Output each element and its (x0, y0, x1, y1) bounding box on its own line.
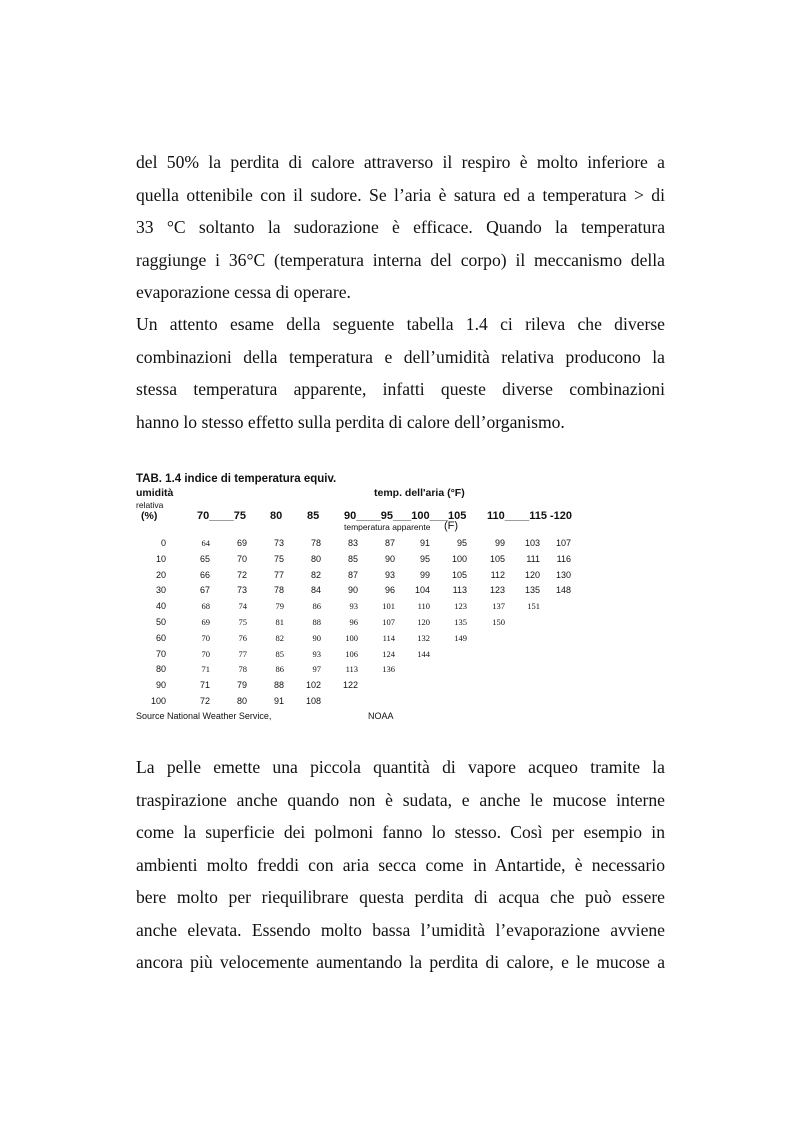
table-cell: 80 (310, 553, 321, 564)
humidity-cell: 10 (155, 553, 166, 564)
table-cell: 113 (345, 664, 358, 675)
table-cell: 102 (305, 680, 321, 691)
text-line: raggiunge i 36°C (temperatura interna del corpo) il meccanismo della (136, 249, 665, 270)
column-header: 80 (270, 510, 283, 522)
table-cell: 71 (201, 664, 210, 675)
table-cell: 103 (524, 538, 540, 548)
apparent-temp-unit: (F) (444, 520, 459, 532)
table-cell: 124 (382, 648, 395, 659)
table-cell: 116 (556, 553, 571, 564)
table-cell: 78 (238, 664, 247, 675)
table-cell: 90 (312, 632, 321, 643)
table-cell: 71 (199, 680, 210, 691)
table-cell: 100 (345, 632, 358, 643)
table-cell: 82 (310, 569, 321, 580)
table-cell: 96 (384, 585, 395, 596)
apparent-temp-label: temperatura apparente (344, 522, 431, 532)
text-line: evaporazione cessa di operare. (136, 282, 351, 302)
table-cell: 144 (417, 648, 430, 659)
table-cell: 97 (312, 664, 321, 675)
table-cell: 77 (238, 648, 247, 659)
table-cell: 101 (382, 601, 395, 612)
text-line: hanno lo stesso effetto sulla perdita di calore dell’organismo. (136, 411, 565, 432)
percent-label: (%) (141, 510, 158, 522)
relative-label: relativa (136, 500, 164, 510)
humidity-cell: 30 (155, 585, 166, 596)
table-cell: 93 (384, 569, 395, 580)
table-cell: 88 (312, 617, 321, 627)
table-cell: 74 (238, 601, 247, 612)
table-cell: 149 (454, 632, 467, 643)
table-cell: 107 (382, 617, 395, 627)
humidity-cell: 70 (155, 648, 166, 659)
table-cell: 99 (494, 538, 505, 548)
text-line: quella ottenibile con il sudore. Se l’aria è satura ed a temperatura > di (136, 184, 665, 205)
air-temp-label: temp. dell'aria (°F) (374, 487, 465, 499)
table-cell: 151 (527, 601, 540, 612)
table-cell: 90 (347, 585, 358, 596)
humidity-cell: 60 (155, 632, 166, 643)
table-cell: 120 (417, 617, 430, 627)
text-line: 33 °C soltanto la sudorazione è efficace. Quando la temperatura (136, 217, 665, 237)
table-cell: 66 (199, 569, 210, 580)
text-line: ambienti molto freddi con aria secca come in Antartide, è necessario (136, 854, 665, 875)
humidity-cell: 80 (155, 664, 166, 675)
table-cell: 73 (236, 585, 247, 596)
table-cell: 69 (201, 617, 210, 627)
table-cell: 83 (347, 538, 358, 548)
table-cell: 82 (275, 632, 284, 643)
table-cell: 65 (199, 553, 210, 564)
humidity-cell: 90 (155, 680, 166, 691)
table-cell: 79 (275, 601, 284, 612)
humidity-cell: 40 (155, 601, 166, 612)
table-cell: 95 (456, 538, 467, 548)
text-line: come la superficie dei polmoni fanno lo stesso. Così per esempio in (136, 822, 665, 842)
humidity-cell: 0 (160, 538, 166, 548)
table-cell: 86 (275, 664, 284, 675)
table-cell: 105 (451, 569, 467, 580)
table-cell: 113 (452, 585, 467, 596)
table-cell: 99 (419, 569, 430, 580)
table-cell: 104 (414, 585, 430, 596)
source-agency: NOAA (368, 711, 394, 721)
table-cell: 136 (382, 664, 395, 675)
text-line: stessa temperatura apparente, infatti queste diverse combinazioni (136, 379, 665, 399)
table-cell: 85 (275, 648, 284, 659)
table-cell: 123 (489, 585, 505, 596)
humidity-cell: 20 (155, 569, 166, 580)
table-cell: 108 (305, 696, 321, 706)
table-cell: 70 (201, 632, 210, 643)
table-cell: 91 (273, 696, 284, 706)
paragraph-2 (136, 308, 665, 438)
table-cell: 81 (275, 617, 284, 627)
column-header: 90____95___100___105 (344, 510, 467, 522)
table-cell: 86 (312, 601, 321, 612)
table-cell: 78 (273, 585, 284, 596)
table-cell: 70 (236, 553, 247, 564)
table-cell: 112 (490, 569, 505, 580)
table-cell: 137 (492, 601, 505, 612)
table-cell: 67 (199, 585, 210, 596)
column-header: 110____115 -120 (487, 510, 573, 522)
text-line: del 50% la perdita di calore attraverso il respiro è molto inferiore a (136, 152, 665, 172)
table-cell: 70 (201, 648, 210, 659)
table-cell: 110 (417, 601, 430, 612)
table-cell: 69 (236, 538, 247, 548)
text-line: traspirazione anche quando non è sudata, e anche le mucose interne (136, 789, 665, 810)
table-cell: 150 (492, 617, 505, 627)
text-line: combinazioni della temperatura e dell’umidità relativa producono la (136, 346, 665, 367)
table-cell: 85 (347, 553, 358, 564)
table-cell: 91 (419, 538, 430, 548)
table-cell: 107 (555, 538, 571, 548)
text-line: ancora più velocemente aumentando la perdita di calore, e le mucose a (136, 952, 665, 972)
paragraph-1 (136, 146, 665, 309)
table-cell: 106 (345, 648, 358, 659)
table-cell: 100 (451, 553, 467, 564)
table-cell: 77 (273, 569, 284, 580)
humidity-label: umidità (136, 487, 174, 499)
table-cell: 93 (349, 601, 358, 612)
table-cell: 88 (273, 680, 284, 691)
table-cell: 64 (201, 538, 210, 548)
table-cell: 87 (384, 538, 395, 548)
table-cell: 84 (310, 585, 321, 596)
paragraph-3 (136, 751, 665, 979)
table-cell: 80 (236, 696, 247, 706)
source-note: Source National Weather Service, (136, 711, 272, 721)
table-title: TAB. 1.4 indice di temperatura equiv. (136, 473, 337, 485)
table-cell: 78 (310, 538, 321, 548)
table-cell: 148 (555, 585, 571, 596)
table-cell: 68 (201, 601, 210, 612)
text-line: anche elevata. Essendo molto bassa l’umidità l’evaporazione avviene (136, 919, 665, 940)
table-cell: 93 (312, 648, 321, 659)
text-line: Un attento esame della seguente tabella 1.4 ci rileva che diverse (136, 314, 665, 334)
column-header: 70____75 (197, 510, 246, 522)
table-cell: 105 (489, 553, 505, 564)
table-cell: 135 (454, 617, 467, 627)
table-cell: 111 (526, 553, 540, 564)
table-cell: 90 (384, 553, 395, 564)
column-header: 85 (307, 510, 320, 522)
humidity-cell: 100 (150, 696, 166, 706)
table-cell: 73 (273, 538, 284, 548)
table-cell: 122 (342, 680, 358, 691)
table-cell: 96 (349, 617, 358, 627)
table-cell: 75 (273, 553, 284, 564)
table-cell: 76 (238, 632, 247, 643)
text-line: La pelle emette una piccola quantità di vapore acqueo tramite la (136, 757, 665, 777)
text-line: bere molto per riequilibrare questa perdita di acqua che può essere (136, 887, 665, 907)
table-cell: 95 (419, 553, 430, 564)
table-cell: 87 (347, 569, 358, 580)
table-cell: 72 (199, 696, 210, 706)
table-cell: 132 (417, 632, 430, 643)
table-cell: 72 (236, 569, 247, 580)
table-cell: 120 (524, 569, 540, 580)
table-cell: 123 (454, 601, 467, 612)
table-cell: 75 (238, 617, 247, 627)
humidity-cell: 50 (155, 617, 166, 627)
table-cell: 130 (555, 569, 571, 580)
table-cell: 79 (236, 680, 247, 691)
table-cell: 114 (382, 632, 395, 643)
table-cell: 135 (524, 585, 540, 596)
